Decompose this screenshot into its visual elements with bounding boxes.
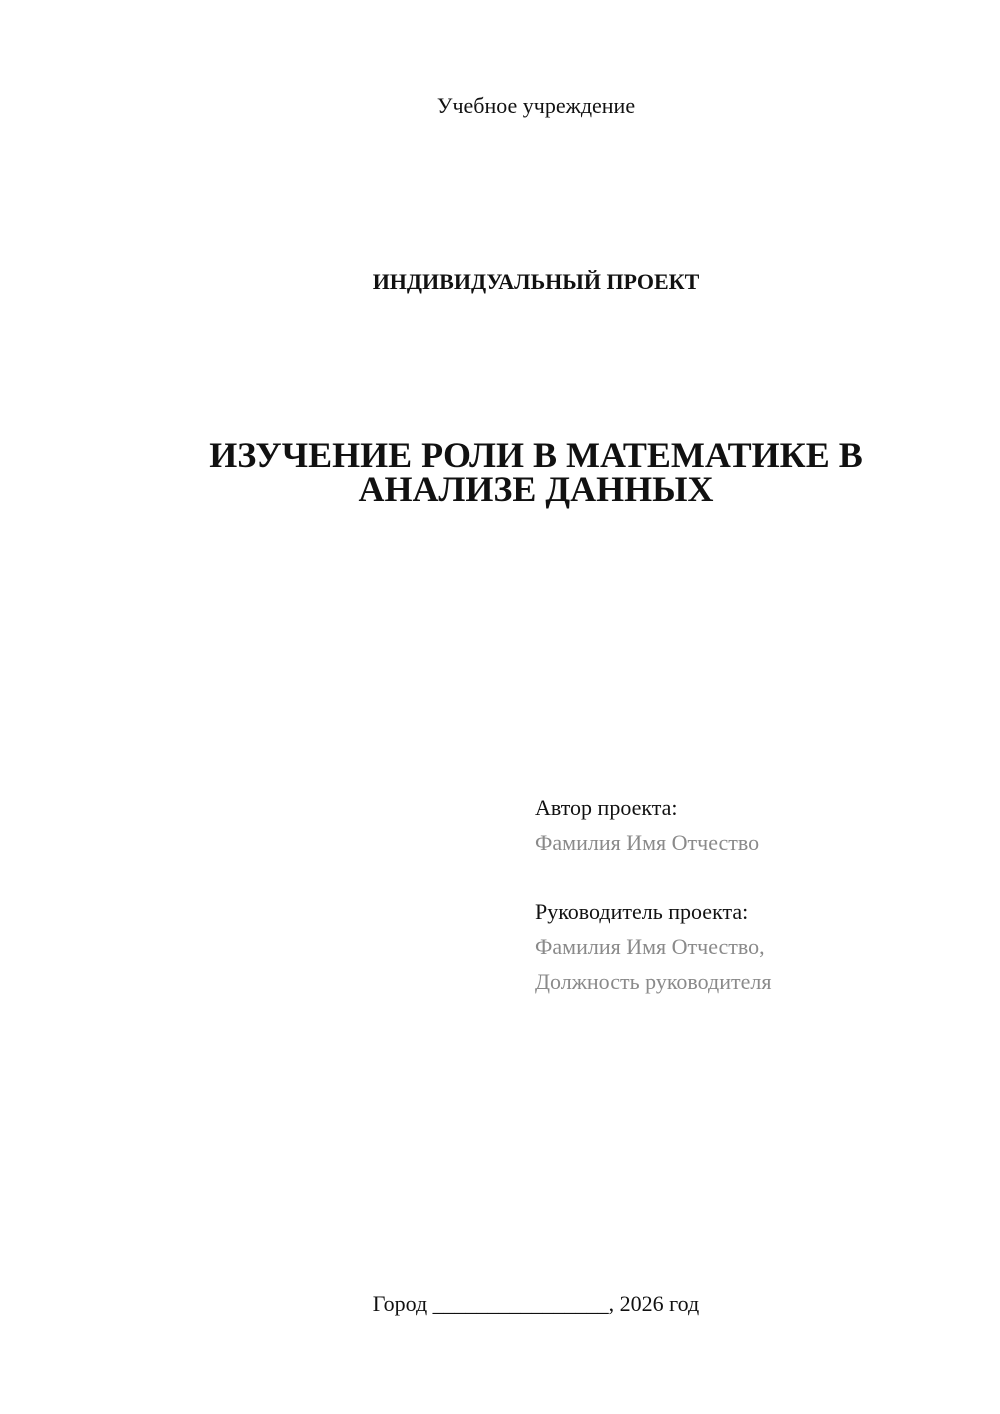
project-title <box>0 435 1000 509</box>
project-title-line-2: АНАЛИЗЕ ДАННЫХ <box>358 469 714 509</box>
institution-name: Учебное учреждение <box>436 93 636 118</box>
info-spacer <box>535 860 955 894</box>
city-year-footer: Город ________________, 2026 год <box>372 1291 700 1316</box>
project-type-heading: ИНДИВИДУАЛЬНЫЙ ПРОЕКТ <box>372 269 700 294</box>
supervisor-position-placeholder: Должность руководителя <box>535 969 772 994</box>
author-label: Автор проекта: <box>535 795 678 820</box>
project-info-block <box>535 790 955 999</box>
supervisor-label: Руководитель проекта: <box>535 899 749 924</box>
supervisor-name-placeholder: Фамилия Имя Отчество, <box>535 934 765 959</box>
author-name-placeholder: Фамилия Имя Отчество <box>535 830 760 855</box>
project-title-line-1: ИЗУЧЕНИЕ РОЛИ В МАТЕМАТИКЕ В <box>209 435 863 475</box>
